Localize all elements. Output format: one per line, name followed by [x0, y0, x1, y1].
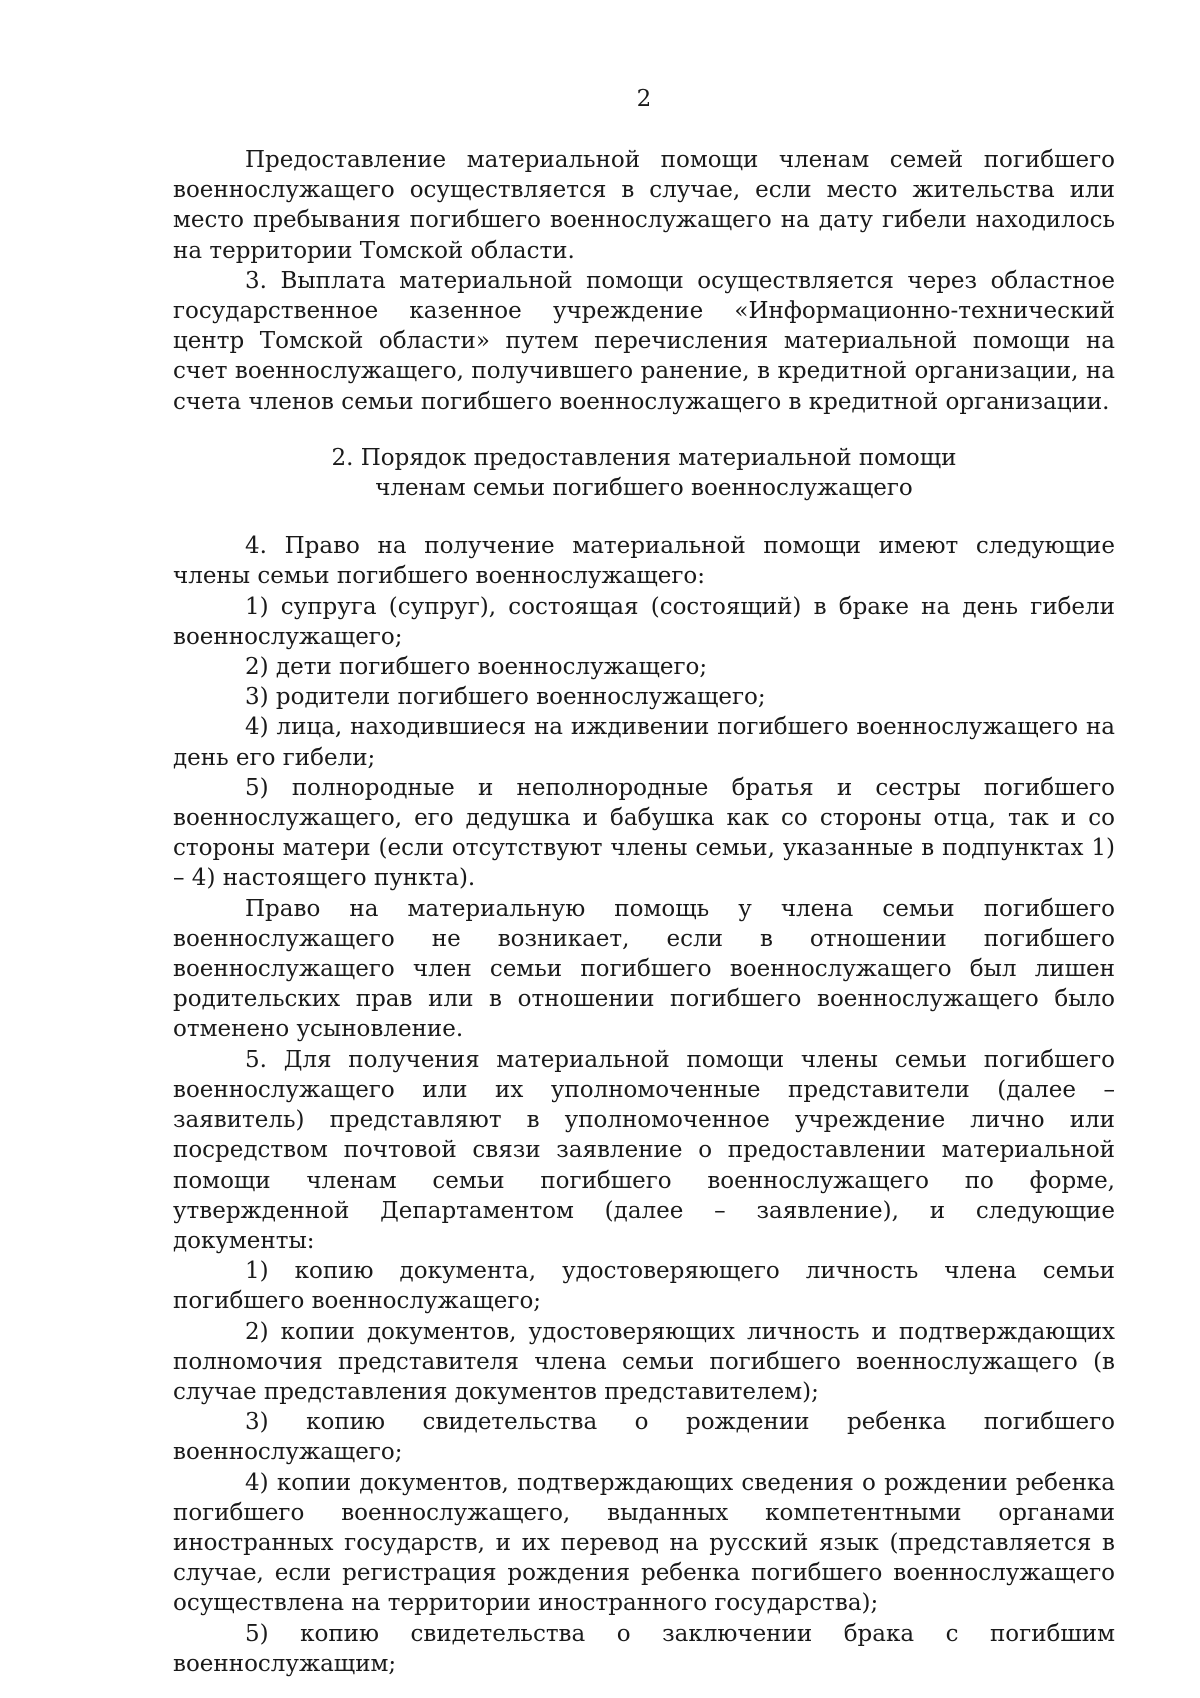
paragraph-subitem-5-4: 4) копии документов, подтверждающих сведения о рождении ребенка погибшего военнослужащего, выданных компетентными органами иностранных государств, и их перевод на русский язык (представляется в случае, если регистрация рождения ребенка погибшего военнослужащего осуществлена на территории иностранного государства);: [173, 1469, 1115, 1617]
paragraph-subitem-4-5: 5) полнородные и неполнородные братья и сестры погибшего военнослужащего, его дедушка и бабушка как со стороны отца, так и со стороны матери (если отсутствуют члены семьи, указанные в подпунктах 1) – 4) настоящего пункта).: [173, 774, 1115, 892]
section-heading-line-2: членам семьи погибшего военнослужащего: [375, 475, 913, 502]
document-body: [173, 145, 1115, 1679]
paragraph-subitem-4-3: 3) родители погибшего военнослужащего;: [245, 684, 766, 711]
paragraph-subitem-5-5: 5) копию свидетельства о заключении брака с погибшим военнослужащим;: [173, 1620, 1115, 1677]
paragraph-item-4-intro: 4. Право на получение материальной помощи имеют следующие члены семьи погибшего военнослужащего:: [173, 533, 1115, 590]
paragraph-subitem-4-2: 2) дети погибшего военнослужащего;: [245, 654, 708, 681]
paragraph-subitem-5-2: 2) копии документов, удостоверяющих личность и подтверждающих полномочия представителя члена семьи погибшего военнослужащего (в случае представления документов представителем);: [173, 1318, 1115, 1405]
paragraph-item-5-intro: 5. Для получения материальной помощи члены семьи погибшего военнослужащего или их уполномоченные представители (далее – заявитель) представляют в уполномоченное учреждение лично или посредством почтовой связи заявление о предоставлении материальной помощи членам семьи погибшего военнослужащего по форме, утвержденной Департаментом (далее – заявление), и следующие документы:: [173, 1046, 1115, 1254]
paragraph-subitem-4-4: 4) лица, находившиеся на иждивении погибшего военнослужащего на день его гибели;: [173, 714, 1115, 771]
paragraph-subitem-5-1: 1) копию документа, удостоверяющего личность члена семьи погибшего военнослужащего;: [173, 1258, 1115, 1315]
paragraph-no-right: Право на материальную помощь у члена семьи погибшего военнослужащего не возникает, если в отношении погибшего военнослужащего член семьи погибшего военнослужащего был лишен родительских прав или в отношении погибшего военнослужащего было отменено усыновление.: [173, 895, 1115, 1043]
section-heading-line-1: 2. Порядок предоставления материальной помощи: [331, 444, 957, 471]
paragraph-item-3-payment: 3. Выплата материальной помощи осуществляется через областное государственное казенное учреждение «Информационно-технический центр Томской области» путем перечисления материальной помощи на счет военнослужащего, получившего ранение, в кредитной организации, на счета членов семьи погибшего военнослужащего в кредитной организации.: [173, 267, 1115, 415]
paragraph-eligibility-location: Предоставление материальной помощи членам семей погибшего военнослужащего осуществляется в случае, если место жительства или место пребывания погибшего военнослужащего на дату гибели находилось на территории Томской области.: [173, 147, 1115, 264]
page-number: 2: [636, 86, 652, 112]
section-heading: [173, 443, 1115, 503]
paragraph-subitem-4-1: 1) супруга (супруг), состоящая (состоящий) в браке на день гибели военнослужащего;: [173, 593, 1115, 650]
paragraph-subitem-5-3: 3) копию свидетельства о рождении ребенка погибшего военнослужащего;: [173, 1409, 1115, 1466]
